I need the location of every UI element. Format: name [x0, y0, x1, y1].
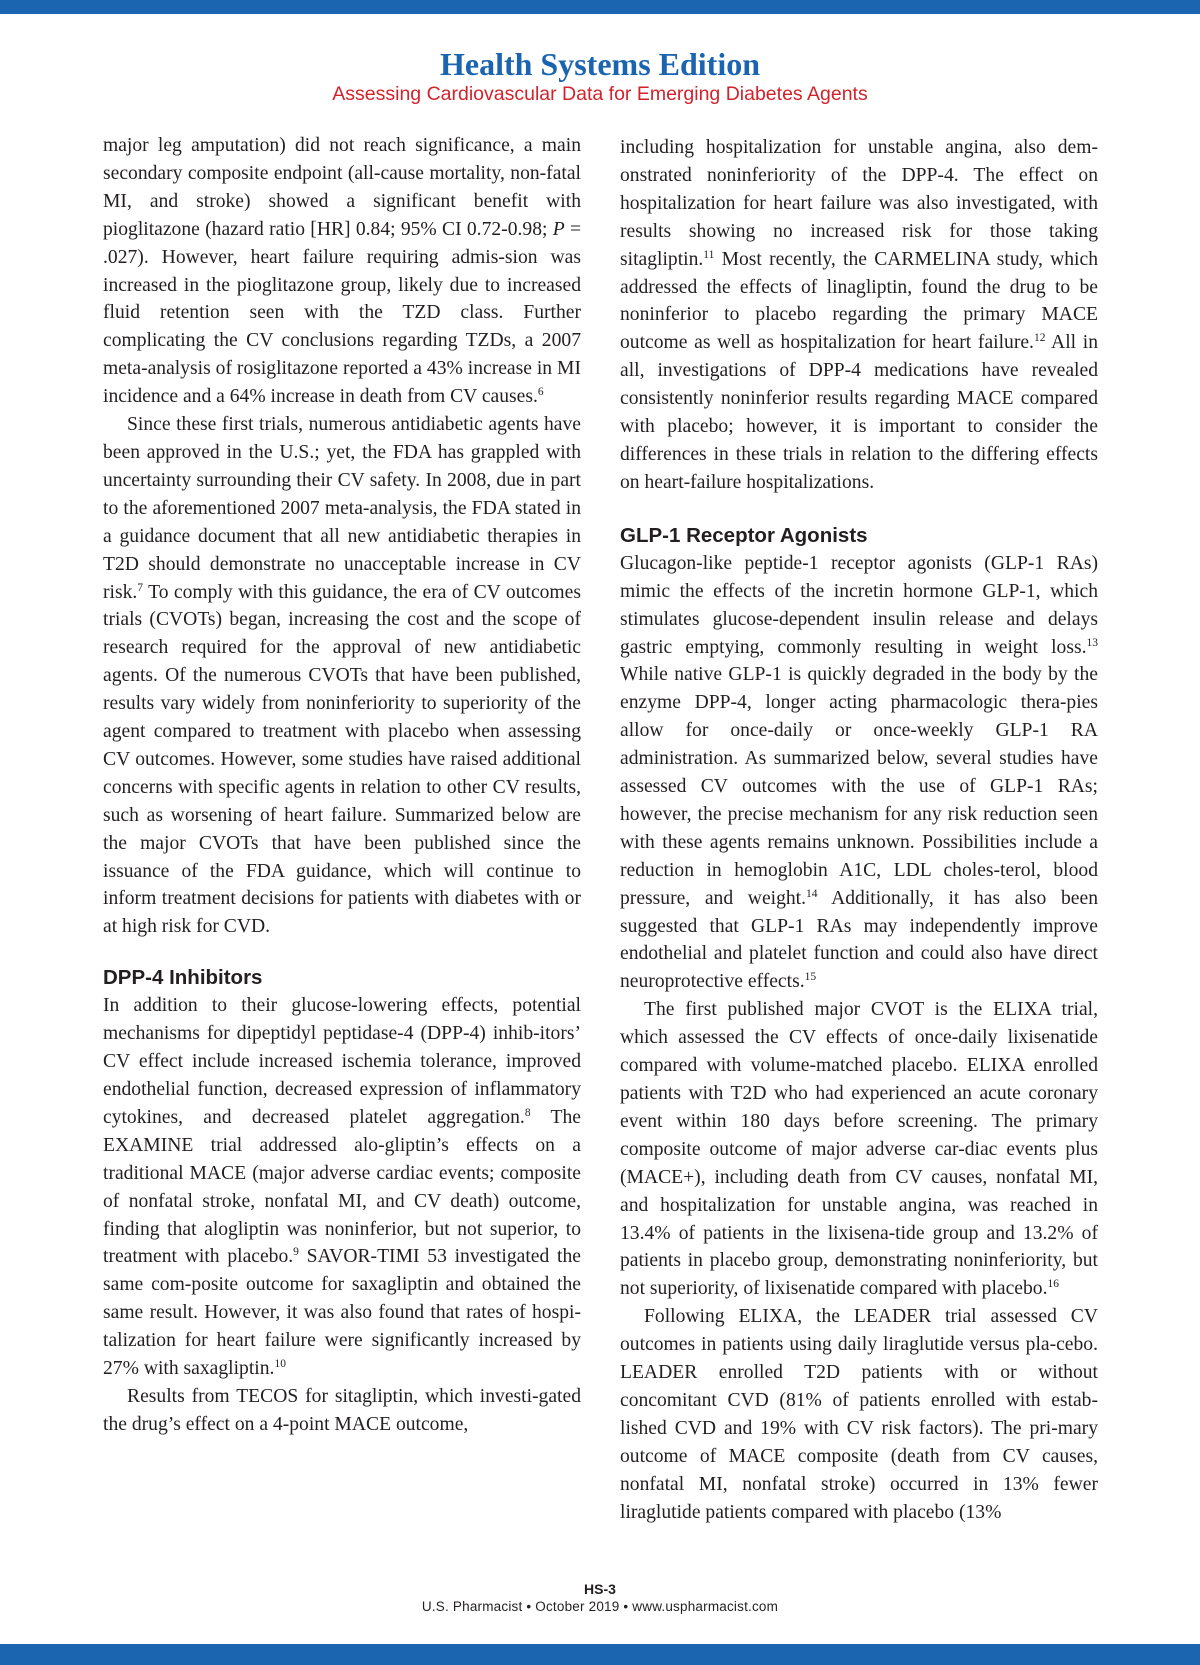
reference-marker: 10 [274, 1358, 286, 1371]
paragraph: including hospitalization for unstable angina, also dem-onstrated noninferiority of the DPP-4. The effect on hospitalization for heart failure was also investigated, with results showing no increased risk for those taking sitagliptin.$^{11}$ Most recently, the CARMELINA study, which addressed the effects of linagliptin, found the drug to be noninferior to placebo regarding the primary MACE outcome as well as hospitalization for heart failure.$^{12}$ All in all, investigations of DPP-4 medications have revealed consistently noninferior results regarding MACE compared with placebo; however, it is important to consider the differences in these trials in relation to the differing effects on heart-failure hospitalizations. [620, 137, 1098, 493]
page-footer [0, 1580, 1200, 1616]
reference-marker: 7 [137, 581, 144, 594]
edition-title: Health Systems Edition [439, 46, 761, 82]
reference-marker: 12 [1033, 332, 1046, 345]
article-subtitle: Assessing Cardiovascular Data for Emerging Diabetes Agents [332, 83, 868, 105]
left-column [103, 132, 581, 1439]
paragraph: Following ELIXA, the LEADER trial assessed CV outcomes in patients using daily liraglutide versus pla-cebo. LEADER enrolled T2D patients with or without concomitant CVD (81% of patients enrolled with estab-lished CVD and 19% with CV risk factors). The pri-mary outcome of MACE composite (death from CV causes, nonfatal MI, nonfatal stroke) occurred in 13% fewer liraglutide patients compared with placebo (13% [620, 1306, 1098, 1523]
reference-marker: 14 [806, 887, 818, 900]
reference-marker: 9 [293, 1246, 299, 1259]
reference-marker: 13 [1086, 636, 1098, 649]
reference-marker: 6 [537, 386, 544, 399]
paragraph: Glucagon-like peptide-1 receptor agonists (GLP-1 RAs) mimic the effects of the incretin hormone GLP-1, which stimulates glucose-dependent insulin release and delays gastric emptying, commonly resulting in weight loss.$^{13}$ While native GLP-1 is quickly degraded in the body by the enzyme DPP-4, longer acting pharmacologic thera-pies allow for once-daily or once-weekly GLP-1 RA administration. As summarized below, several studies have assessed CV outcomes with the use of GLP-1 RAs; however, the precise mechanism for any risk reduction seen with these agents remains unknown. Possibilities include a reduction in hemoglobin A1C, LDL choles-terol, blood pressure, and weight.$^{14}$ Additionally, it has also been suggested that GLP-1 RAs may independently improve endothelial and platelet function and could also have direct neuroprotective effects.$^{15}$ [620, 552, 1098, 993]
reference-marker: 15 [804, 971, 817, 984]
page-header [0, 46, 1200, 106]
reference-marker: 11 [703, 248, 715, 261]
bottom-color-bar [0, 1644, 1200, 1665]
paragraph: The first published major CVOT is the ELIXA trial, which assessed the CV effects of once-daily lixisenatide compared with volume-matched placebo. ELIXA enrolled patients with T2D who had experienced an acute coronary event within 180 days before screening. The primary composite outcome of major adverse car-diac events plus (MACE+), including death from CV causes, nonfatal MI, and hospitalization for unstable angina, was reached in 13.4% of patients in the lixisena-tide group and 13.2% of patients in placebo group, demonstrating noninferiority, but not superiority, of lixisenatide compared with placebo.$^{16}$ [620, 999, 1098, 1300]
paragraph: major leg amputation) did not reach significance, a main secondary composite endpoint (all-cause mortality, non-fatal MI, and stroke) showed a significant benefit with pioglitazone (hazard ratio [HR] 0.84; 95% CI 0.72-0.98; P = .027). However, heart failure requiring admis-sion was increased in the pioglitazone group, likely due to increased fluid retention seen with the TZD class. Further complicating the CV conclusions regarding TZDs, a 2007 meta-analysis of rosiglitazone reported a 43% increase in MI incidence and a 64% increase in death from CV causes.$^6$ [103, 135, 582, 408]
section-heading-glp1: GLP-1 Receptor Agonists [620, 523, 868, 547]
paragraph: In addition to their glucose-lowering effects, potential mechanisms for dipeptidyl peptidase-4 (DPP-4) inhib-itors’ CV effect include increased ischemia tolerance, improved endothelial function, decreased expression of inflammatory cytokines, and decreased platelet aggregation.$^8$ The EXAMINE trial addressed alo-gliptin’s effects on a traditional MACE (major adverse cardiac events; composite of nonfatal stroke, nonfatal MI, and CV death) outcome, finding that alogliptin was noninferior, but not superior, to treatment with placebo.$^9$ SAVOR-TIMI 53 investigated the same com-posite outcome for saxagliptin and obtained the same result. However, it was also found that rates of hospi-talization for heart failure were significantly increased by 27% with saxagliptin.$^{10}$ [103, 995, 581, 1380]
paragraph: Since these first trials, numerous antidiabetic agents have been approved in the U.S.; yet, the FDA has grappled with uncertainty surrounding their CV safety. In 2008, due in part to the aforementioned 2007 meta-analysis, the FDA stated in a guidance document that all new antidiabetic therapies in T2D should demonstrate no unacceptable increase in CV risk.$^7$ To comply with this guidance, the era of CV outcomes trials (CVOTs) began, increasing the cost and the scope of research required for the approval of new antidiabetic agents. Of the numerous CVOTs that have been published, results vary widely from noninferiority to superiority of the agent compared to treatment with placebo when assessing CV outcomes. However, some studies have raised additional concerns with specific agents in relation to other CV results, such as worsening of heart failure. Summarized below are the major CVOTs that have been published since the issuance of the FDA guidance, which will continue to inform treatment decisions for patients with diabetes with or at high risk for CVD. [103, 414, 581, 938]
top-color-bar [0, 0, 1200, 14]
page-number: HS-3 [584, 1581, 616, 1597]
right-column [620, 134, 1098, 1527]
publication-line: U.S. Pharmacist • October 2019 • www.uspharmacist.com [421, 1599, 779, 1614]
section-heading-dpp4: DPP-4 Inhibitors [103, 966, 263, 990]
paragraph: Results from TECOS for sitagliptin, which investi-gated the drug’s effect on a 4-point MACE outcome, [103, 1385, 581, 1435]
reference-marker: 8 [524, 1106, 531, 1119]
reference-marker: 16 [1047, 1278, 1059, 1291]
